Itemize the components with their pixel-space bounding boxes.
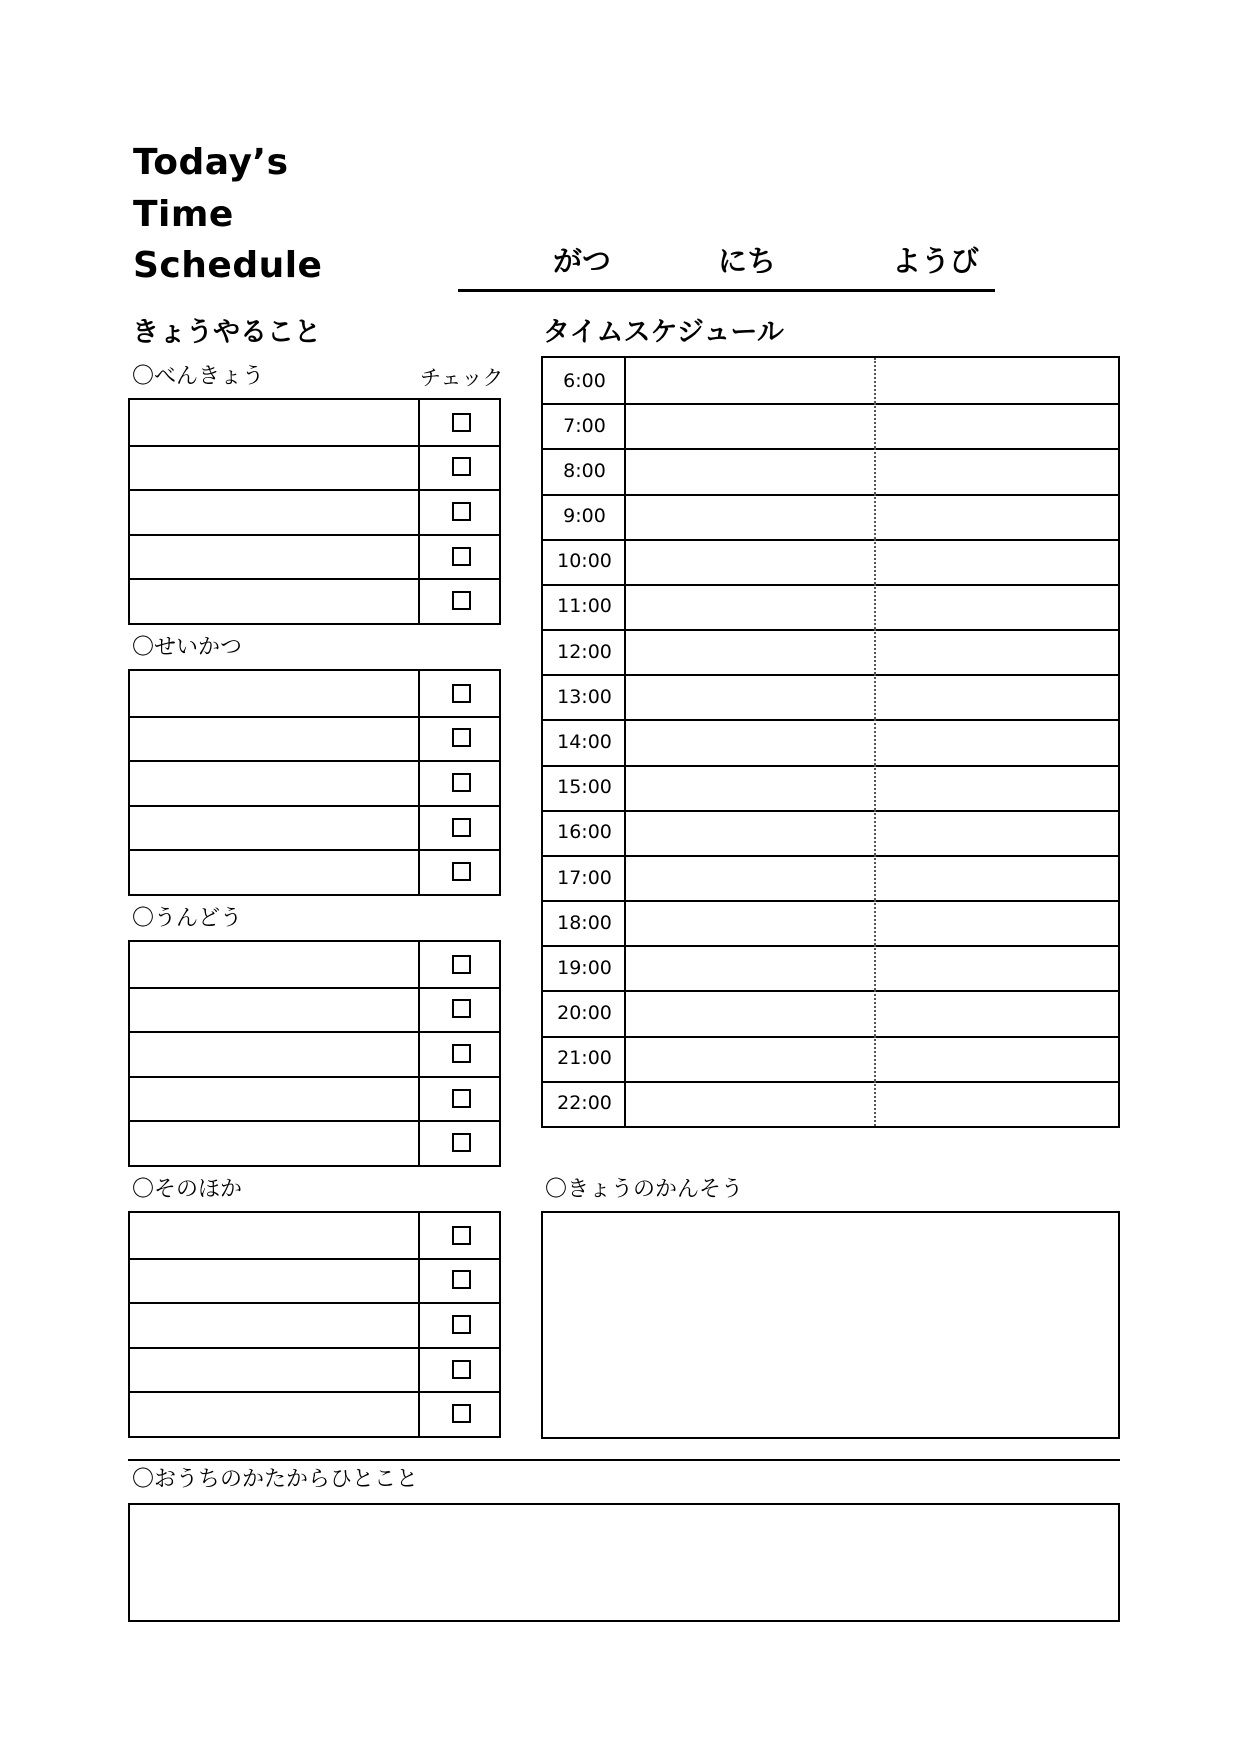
time-row <box>543 855 1118 900</box>
column-divider <box>418 671 420 716</box>
schedule-cell-first-half[interactable] <box>626 900 874 945</box>
time-label: 12:00 <box>557 640 612 663</box>
section-label-other: 〇そのほか <box>132 1177 243 1202</box>
checkbox[interactable] <box>452 728 471 747</box>
schedule-cell-second-half[interactable] <box>876 765 1118 810</box>
schedule-cell-second-half[interactable] <box>876 1081 1118 1126</box>
todo-item-field[interactable] <box>130 1120 418 1165</box>
time-row <box>543 945 1118 990</box>
checkbox[interactable] <box>452 684 471 703</box>
section-label-life: 〇せいかつ <box>132 635 243 660</box>
time-label: 18:00 <box>557 911 612 934</box>
todo-item-field[interactable] <box>130 1347 418 1392</box>
schedule-cell-first-half[interactable] <box>626 494 874 539</box>
todo-row <box>130 805 499 850</box>
schedule-heading: タイムスケジュール <box>543 317 784 348</box>
column-divider <box>418 1258 420 1303</box>
schedule-cell-first-half[interactable] <box>626 539 874 584</box>
title-line-3: Schedule <box>133 245 323 286</box>
checkbox[interactable] <box>452 1404 471 1423</box>
check-column-header: チェック <box>420 366 504 390</box>
todo-row <box>130 534 499 579</box>
time-label: 22:00 <box>557 1092 612 1115</box>
todo-row <box>130 489 499 534</box>
todo-item-field[interactable] <box>130 578 418 623</box>
todo-row <box>130 445 499 490</box>
time-label: 8:00 <box>563 459 606 482</box>
todo-row <box>130 1120 499 1165</box>
checkbox[interactable] <box>452 413 471 432</box>
column-divider <box>418 1031 420 1076</box>
time-row <box>543 448 1118 493</box>
impressions-label: 〇きょうのかんそう <box>545 1177 744 1202</box>
checkbox[interactable] <box>452 1133 471 1152</box>
todo-item-field[interactable] <box>130 1391 418 1436</box>
checkbox[interactable] <box>452 955 471 974</box>
schedule-cell-second-half[interactable] <box>876 945 1118 990</box>
checkbox[interactable] <box>452 999 471 1018</box>
time-label: 20:00 <box>557 1002 612 1025</box>
time-label: 16:00 <box>557 821 612 844</box>
todo-row <box>130 849 499 894</box>
schedule-cell-second-half[interactable] <box>876 494 1118 539</box>
column-divider <box>418 1120 420 1165</box>
todo-row <box>130 942 499 987</box>
todo-row <box>130 1213 499 1258</box>
checkbox[interactable] <box>452 1270 471 1289</box>
title-line-1: Today’s <box>133 142 289 183</box>
time-row <box>543 358 1118 403</box>
time-row <box>543 990 1118 1035</box>
time-label: 13:00 <box>557 685 612 708</box>
schedule-cell-first-half[interactable] <box>626 629 874 674</box>
todo-item-field[interactable] <box>130 400 418 445</box>
column-divider <box>418 805 420 850</box>
checkbox[interactable] <box>452 1226 471 1245</box>
title-line-2: Time <box>133 194 234 235</box>
todo-row <box>130 760 499 805</box>
schedule-cell-second-half[interactable] <box>876 855 1118 900</box>
impressions-box[interactable] <box>541 1211 1120 1439</box>
column-divider <box>418 760 420 805</box>
todo-row <box>130 1258 499 1303</box>
schedule-cell-second-half[interactable] <box>876 539 1118 584</box>
checkbox[interactable] <box>452 502 471 521</box>
todo-item-field[interactable] <box>130 987 418 1032</box>
time-row <box>543 900 1118 945</box>
time-row <box>543 403 1118 448</box>
column-divider <box>418 534 420 579</box>
todo-row <box>130 1391 499 1436</box>
todo-row <box>130 671 499 716</box>
checkbox[interactable] <box>452 1044 471 1063</box>
checkbox[interactable] <box>452 457 471 476</box>
todo-item-field[interactable] <box>130 1031 418 1076</box>
family-comment-label: 〇おうちのかたからひとこと <box>132 1467 419 1492</box>
schedule-cell-second-half[interactable] <box>876 674 1118 719</box>
column-divider <box>418 445 420 490</box>
todo-item-field[interactable] <box>130 716 418 761</box>
checkbox[interactable] <box>452 773 471 792</box>
time-label: 14:00 <box>557 730 612 753</box>
todo-row <box>130 716 499 761</box>
schedule-cell-second-half[interactable] <box>876 584 1118 629</box>
column-divider <box>418 1347 420 1392</box>
section-label-exercise: 〇うんどう <box>132 906 243 931</box>
schedule-cell-second-half[interactable] <box>876 900 1118 945</box>
todo-heading: きょうやること <box>132 317 321 348</box>
time-label: 19:00 <box>557 956 612 979</box>
checkbox[interactable] <box>452 547 471 566</box>
schedule-cell-second-half[interactable] <box>876 629 1118 674</box>
schedule-cell-first-half[interactable] <box>626 1081 874 1126</box>
column-divider <box>418 849 420 894</box>
date-underline <box>458 289 995 292</box>
time-label: 21:00 <box>557 1047 612 1070</box>
column-divider <box>418 400 420 445</box>
time-row <box>543 494 1118 539</box>
column-divider <box>418 987 420 1032</box>
todo-item-field[interactable] <box>130 445 418 490</box>
todo-row <box>130 400 499 445</box>
todo-grid-study <box>128 398 501 625</box>
todo-row <box>130 1347 499 1392</box>
month-label: がつ <box>553 244 612 278</box>
weekday-label: ようび <box>892 244 980 278</box>
schedule-cell-first-half[interactable] <box>626 855 874 900</box>
schedule-cell-second-half[interactable] <box>876 719 1118 764</box>
time-schedule-table <box>541 356 1120 1128</box>
schedule-cell-first-half[interactable] <box>626 358 874 403</box>
divider-line <box>128 1459 1120 1461</box>
todo-item-field[interactable] <box>130 1302 418 1347</box>
time-row <box>543 719 1118 764</box>
schedule-cell-first-half[interactable] <box>626 765 874 810</box>
schedule-cell-second-half[interactable] <box>876 810 1118 855</box>
todo-item-field[interactable] <box>130 760 418 805</box>
checkbox[interactable] <box>452 1089 471 1108</box>
todo-item-field[interactable] <box>130 489 418 534</box>
todo-row <box>130 987 499 1032</box>
section-label-study: 〇べんきょう <box>132 364 265 389</box>
schedule-cell-second-half[interactable] <box>876 1036 1118 1081</box>
column-divider <box>418 942 420 987</box>
schedule-cell-first-half[interactable] <box>626 674 874 719</box>
schedule-cell-first-half[interactable] <box>626 584 874 629</box>
schedule-cell-first-half[interactable] <box>626 810 874 855</box>
todo-item-field[interactable] <box>130 534 418 579</box>
checkbox[interactable] <box>452 1315 471 1334</box>
schedule-cell-first-half[interactable] <box>626 403 874 448</box>
todo-row <box>130 1076 499 1121</box>
todo-grid-exercise <box>128 940 501 1167</box>
todo-row <box>130 578 499 623</box>
todo-grid-life <box>128 669 501 896</box>
schedule-cell-first-half[interactable] <box>626 1036 874 1081</box>
time-row <box>543 629 1118 674</box>
schedule-cell-first-half[interactable] <box>626 719 874 764</box>
time-label: 9:00 <box>563 505 606 528</box>
column-divider <box>418 1213 420 1258</box>
todo-item-field[interactable] <box>130 805 418 850</box>
checkbox[interactable] <box>452 591 471 610</box>
schedule-cell-second-half[interactable] <box>876 448 1118 493</box>
time-label: 17:00 <box>557 866 612 889</box>
schedule-cell-first-half[interactable] <box>626 448 874 493</box>
day-label: にち <box>718 244 777 278</box>
schedule-cell-second-half[interactable] <box>876 990 1118 1035</box>
time-row <box>543 810 1118 855</box>
time-label: 6:00 <box>563 369 606 392</box>
todo-row <box>130 1302 499 1347</box>
time-row <box>543 1081 1118 1126</box>
time-label: 15:00 <box>557 776 612 799</box>
checkbox[interactable] <box>452 1360 471 1379</box>
todo-item-field[interactable] <box>130 1076 418 1121</box>
schedule-cell-second-half[interactable] <box>876 403 1118 448</box>
time-row <box>543 584 1118 629</box>
todo-item-field[interactable] <box>130 942 418 987</box>
column-divider <box>418 1302 420 1347</box>
todo-grid-other <box>128 1211 501 1438</box>
time-row <box>543 539 1118 584</box>
column-divider <box>418 1076 420 1121</box>
todo-item-field[interactable] <box>130 671 418 716</box>
time-label: 7:00 <box>563 414 606 437</box>
column-divider <box>418 716 420 761</box>
time-row <box>543 674 1118 719</box>
schedule-cell-second-half[interactable] <box>876 358 1118 403</box>
checkbox[interactable] <box>452 818 471 837</box>
time-row <box>543 765 1118 810</box>
family-comment-box[interactable] <box>128 1503 1120 1622</box>
todo-item-field[interactable] <box>130 1213 418 1258</box>
todo-item-field[interactable] <box>130 1258 418 1303</box>
todo-row <box>130 1031 499 1076</box>
schedule-cell-first-half[interactable] <box>626 990 874 1035</box>
todo-item-field[interactable] <box>130 849 418 894</box>
column-divider <box>418 578 420 623</box>
column-divider <box>418 1391 420 1436</box>
time-row <box>543 1036 1118 1081</box>
column-divider <box>418 489 420 534</box>
time-label: 10:00 <box>557 550 612 573</box>
schedule-cell-first-half[interactable] <box>626 945 874 990</box>
checkbox[interactable] <box>452 862 471 881</box>
time-label: 11:00 <box>557 595 612 618</box>
